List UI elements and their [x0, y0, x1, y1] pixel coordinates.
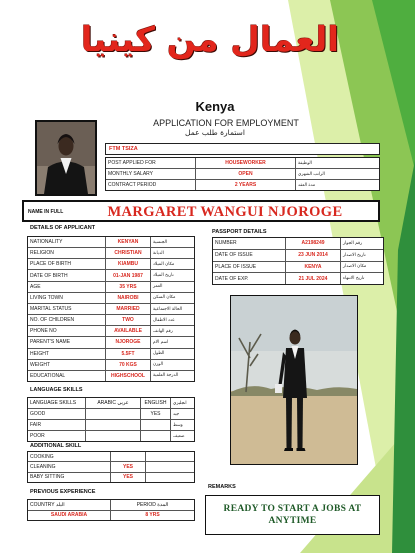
applicant-field-value: MARRIED — [106, 304, 151, 314]
passport-field-value: 21 JUL 2024 — [286, 273, 341, 284]
language-name: POOR — [28, 431, 86, 441]
header-subtitle-arabic: استمارة طلب عمل — [185, 128, 245, 137]
applicant-field-label: HEIGHT — [28, 349, 106, 359]
applicant-row — [28, 315, 194, 326]
applicant-field-label: NATIONALITY — [28, 237, 106, 247]
skill-value: YES — [111, 462, 146, 471]
applicant-field-arabic: الديانة — [153, 250, 164, 256]
passport-details-table — [212, 237, 384, 285]
languages-row — [28, 409, 194, 420]
experience-row — [28, 511, 194, 521]
applicant-field-value: AVAILABLE — [106, 326, 151, 336]
page-title-arabic: العمال من كينيا — [80, 20, 340, 60]
applicant-field-label: AGE — [28, 282, 106, 292]
language-level-arabic: ضعيف — [173, 433, 185, 439]
language-level-arabic: وسط — [173, 422, 183, 428]
applicant-field-arabic: تاريخ الميلاد — [153, 273, 174, 279]
language-arabic-level: ARABIC عربي — [86, 398, 141, 408]
skill-extra — [146, 473, 194, 482]
skill-name: COOKING — [28, 452, 111, 461]
post-field-label: POST APPLIED FOR — [106, 158, 196, 168]
applicant-details-heading: DETAILS OF APPLICANT — [30, 225, 96, 231]
applicant-field-value: NJOROGE — [106, 337, 151, 347]
passport-row — [213, 273, 383, 284]
post-table-row — [106, 158, 379, 169]
post-field-value: 2 YEARS — [196, 180, 296, 190]
applicant-field-value: CHRISTIAN — [106, 248, 151, 258]
language-skills-table — [27, 397, 195, 442]
language-name: LANGUAGE SKILLS — [28, 398, 86, 408]
applicant-field-value: KENYAN — [106, 237, 151, 247]
previous-experience-table — [27, 499, 195, 521]
applicant-field-value: 35 YRS — [106, 282, 151, 292]
applicant-row — [28, 282, 194, 293]
previous-experience-heading: PREVIOUS EXPERIENCE — [30, 489, 96, 495]
applicant-field-label: NO. OF CHILDREN — [28, 315, 106, 325]
applicant-field-label: MARITAL STATUS — [28, 304, 106, 314]
full-name-value: MARGARET WANGUI NJOROGE — [107, 204, 343, 220]
skill-extra — [146, 462, 194, 471]
skills-row — [28, 452, 194, 462]
passport-field-label: DATE OF ISSUE — [213, 250, 286, 261]
language-level-arabic: جيد — [173, 411, 180, 417]
passport-field-arabic: مكان الاصدار — [343, 264, 367, 270]
language-arabic-level — [86, 431, 141, 441]
language-name: FAIR — [28, 420, 86, 430]
experience-period: 8 YRS — [145, 512, 160, 519]
applicant-field-label: PARENT'S NAME — [28, 337, 106, 347]
portrait-image — [37, 122, 95, 194]
applicant-field-label: PHONE NO — [28, 326, 106, 336]
additional-skill-heading: ADDITIONAL SKILL — [30, 443, 82, 449]
applicant-row — [28, 293, 194, 304]
experience-header-row — [28, 500, 194, 511]
applicant-field-value: 70 KGS — [106, 360, 151, 370]
applicant-photo-small — [35, 120, 97, 196]
applicant-field-arabic: مكان السكن — [153, 295, 176, 301]
language-arabic-level — [86, 420, 141, 430]
applicant-field-arabic: الجنسية — [153, 239, 168, 245]
applicant-field-label: LIVING TOWN — [28, 293, 106, 303]
applicant-row — [28, 371, 194, 381]
language-english-level — [141, 431, 171, 441]
languages-row — [28, 431, 194, 441]
post-field-label: CONTRACT PERIOD — [106, 180, 196, 190]
post-table-row — [106, 180, 379, 190]
applicant-row — [28, 337, 194, 348]
passport-field-value: KENYA — [286, 262, 341, 273]
applicant-field-value: HIGHSCHOOL — [106, 371, 151, 381]
passport-row — [213, 238, 383, 250]
applicant-field-arabic: الدرجة العلمية — [153, 373, 179, 379]
passport-field-arabic: رقم الجواز — [343, 240, 363, 246]
experience-country: COUNTRY البلد — [28, 500, 111, 510]
applicant-field-label: WEIGHT — [28, 360, 106, 370]
experience-period: PERIOD المدة — [136, 501, 169, 508]
applicant-field-value: 01-JAN 1987 — [106, 270, 151, 280]
applicant-photo-large — [230, 295, 358, 465]
applicant-field-arabic: الطول — [153, 351, 165, 357]
skills-row — [28, 462, 194, 472]
post-field-value: OPEN — [196, 169, 296, 179]
languages-row — [28, 420, 194, 431]
applicant-field-arabic: عدد الاطفال — [153, 317, 175, 323]
applicant-field-arabic: الوزن — [153, 362, 163, 368]
applicant-row — [28, 237, 194, 248]
passport-field-label: NUMBER — [213, 238, 286, 249]
applicant-field-arabic: رقم الهاتف — [153, 328, 173, 334]
applicant-field-value: 5.5FT — [106, 349, 151, 359]
skill-value — [111, 452, 146, 461]
passport-field-label: DATE OF EXP. — [213, 273, 286, 284]
post-details-table — [105, 157, 380, 191]
full-name-label: NAME IN FULL — [28, 209, 64, 215]
full-length-photo-image — [231, 296, 357, 464]
language-arabic-level — [86, 409, 141, 419]
post-table-row — [106, 169, 379, 180]
applicant-field-value: KIAMBU — [106, 259, 151, 269]
applicant-field-arabic: العمر — [153, 284, 163, 290]
language-level-arabic: انجليزي — [173, 400, 187, 406]
additional-skill-table — [27, 451, 195, 483]
skill-extra — [146, 452, 194, 461]
applicant-field-arabic: اسم الام — [153, 339, 169, 345]
applicant-row — [28, 270, 194, 281]
applicant-row — [28, 360, 194, 371]
remarks-label: REMARKS — [208, 484, 236, 490]
passport-field-value: A2198249 — [286, 238, 341, 249]
passport-field-arabic: تاريخ الاصدار — [343, 252, 366, 258]
applicant-row — [28, 304, 194, 315]
applicant-field-label: DATE OF BIRTH — [28, 270, 106, 280]
skill-value: YES — [111, 473, 146, 482]
reference-code: FTM TSIZA — [105, 143, 380, 155]
post-field-arabic: الراتب الشهري — [298, 171, 325, 177]
language-skills-heading: LANGUAGE SKILLS — [30, 387, 83, 393]
language-name: GOOD — [28, 409, 86, 419]
skill-name: CLEANING — [28, 462, 111, 471]
passport-details-heading: PASSPORT DETAILS — [212, 229, 267, 235]
experience-country: SAUDI ARABIA — [28, 511, 111, 521]
language-english-level: YES — [141, 409, 171, 419]
post-field-value: HOUSEWORKER — [196, 158, 296, 168]
header-subtitle: APPLICATION FOR EMPLOYMENT — [153, 118, 299, 128]
post-field-label: MONTHLY SALARY — [106, 169, 196, 179]
full-name-box — [22, 200, 380, 222]
applicant-field-arabic: الحالة الاجتماعية — [153, 306, 183, 312]
language-english-level — [141, 420, 171, 430]
language-english-level: ENGLISH — [141, 398, 171, 408]
applicant-field-value: NAIROBI — [106, 293, 151, 303]
skills-row — [28, 473, 194, 482]
applicant-field-label: EDUCATIONAL — [28, 371, 106, 381]
header-country: Kenya — [195, 99, 235, 114]
applicant-field-label: PLACE OF BIRTH — [28, 259, 106, 269]
skill-name: BABY SITTING — [28, 473, 111, 482]
applicant-row — [28, 259, 194, 270]
passport-row — [213, 250, 383, 262]
applicant-row — [28, 248, 194, 259]
applicant-details-table — [27, 236, 195, 382]
passport-row — [213, 262, 383, 274]
passport-field-label: PLACE OF ISSUE — [213, 262, 286, 273]
passport-field-value: 23 JUN 2014 — [286, 250, 341, 261]
post-field-arabic: الوظيفة — [298, 160, 312, 166]
languages-header-row — [28, 398, 194, 409]
applicant-row — [28, 326, 194, 337]
applicant-field-arabic: مكان الميلاد — [153, 261, 175, 267]
applicant-field-label: RELIGION — [28, 248, 106, 258]
applicant-field-value: TWO — [106, 315, 151, 325]
remarks-box — [205, 495, 380, 535]
passport-field-arabic: تاريخ الانتهاء — [343, 276, 365, 282]
applicant-row — [28, 349, 194, 360]
post-field-arabic: مدة العقد — [298, 182, 316, 188]
remarks-text: READY TO START A JOBS AT ANYTIME — [223, 504, 362, 526]
